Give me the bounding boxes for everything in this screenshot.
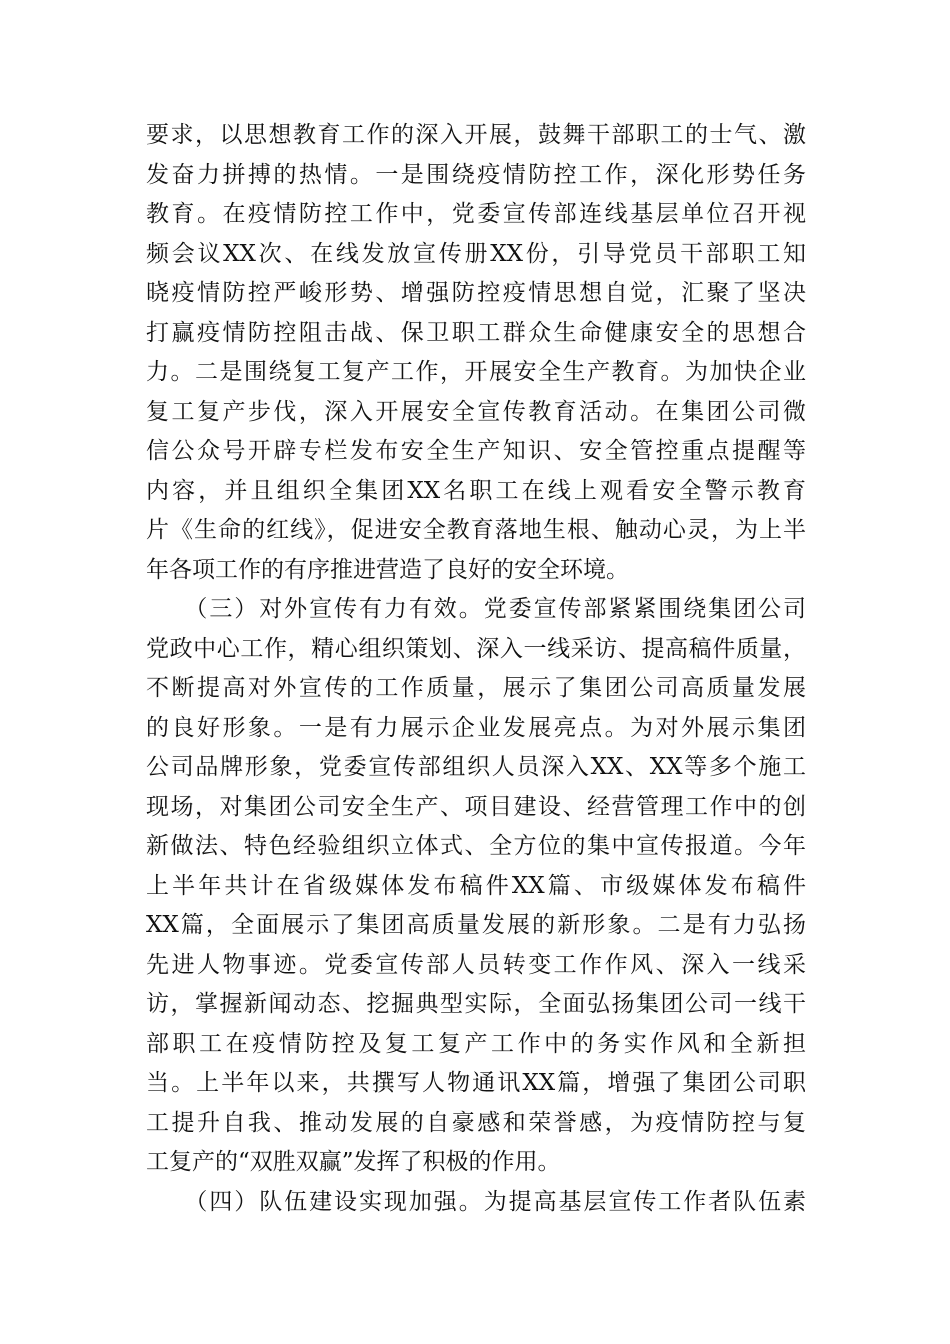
text-line: 上半年共计在省级媒体发布稿件XX篇、市级媒体发布稿件 <box>146 872 806 899</box>
text-line: 的良好形象。一是有力展示企业发展亮点。为对外展示集团 <box>146 714 806 741</box>
text-line: 访，掌握新闻动态、挖掘典型实际，全面弘扬集团公司一线干 <box>146 991 806 1017</box>
text-line: 公司品牌形象，党委宣传部组织人员深入XX、XX等多个施工 <box>146 754 806 780</box>
text-line: 发奋力拼搏的热情。一是围绕疫情防控工作，深化形势任务 <box>146 161 806 188</box>
text-line: 现场，对集团公司安全生产、项目建设、经营管理工作中的创 <box>146 793 806 820</box>
text-line: 党政中心工作，精心组织策划、深入一线采访、提高稿件质量， <box>146 635 806 662</box>
paragraph-end-line: 年各项工作的有序推进营造了良好的安全环境。 <box>146 556 629 583</box>
section-heading-line: （四）队伍建设实现加强。为提高基层宣传工作者队伍素 <box>146 1188 806 1215</box>
paragraph-end-line: 工复产的“双胜双赢”发挥了积极的作用。 <box>146 1149 561 1175</box>
text-line: 晓疫情防控严峻形势、增强防控疫情思想自觉，汇聚了坚决 <box>146 280 806 306</box>
text-line: XX篇，全面展示了集团高质量发展的新形象。二是有力弘扬 <box>146 912 806 938</box>
text-line: 教育。在疫情防控工作中，党委宣传部连线基层单位召开视 <box>146 201 806 227</box>
text-line: 频会议XX次、在线发放宣传册XX份，引导党员干部职工知 <box>146 240 806 267</box>
section-heading-line: （三）对外宣传有力有效。党委宣传部紧紧围绕集团公司 <box>146 596 806 622</box>
text-line: 工提升自我、推动发展的自豪感和荣誉感，为疫情防控与复 <box>146 1109 806 1136</box>
body-text <box>146 116 806 1222</box>
text-line: 部职工在疫情防控及复工复产工作中的务实作风和全新担 <box>146 1030 806 1057</box>
text-line: 不断提高对外宣传的工作质量，展示了集团公司高质量发展 <box>146 675 806 701</box>
text-line: 片《生命的红线》，促进安全教育落地生根、触动心灵，为上半 <box>146 517 806 543</box>
text-line: 打赢疫情防控阻击战、保卫职工群众生命健康安全的思想合 <box>146 319 806 346</box>
text-line: 复工复产步伐，深入开展安全宣传教育活动。在集团公司微 <box>146 398 806 425</box>
text-line: 信公众号开辟专栏发布安全生产知识、安全管控重点提醒等 <box>146 438 806 464</box>
text-line: 新做法、特色经验组织立体式、全方位的集中宣传报道。今年 <box>146 833 806 859</box>
text-line: 要求，以思想教育工作的深入开展，鼓舞干部职工的士气、激 <box>146 122 806 148</box>
text-line: 先进人物事迹。党委宣传部人员转变工作作风、深入一线采 <box>146 951 806 978</box>
text-line: 内容，并且组织全集团XX名职工在线上观看安全警示教育 <box>146 477 806 504</box>
text-line: 当。上半年以来，共撰写人物通讯XX篇，增强了集团公司职 <box>146 1070 806 1096</box>
text-line: 力。二是围绕复工复产工作，开展安全生产教育。为加快企业 <box>146 359 806 385</box>
